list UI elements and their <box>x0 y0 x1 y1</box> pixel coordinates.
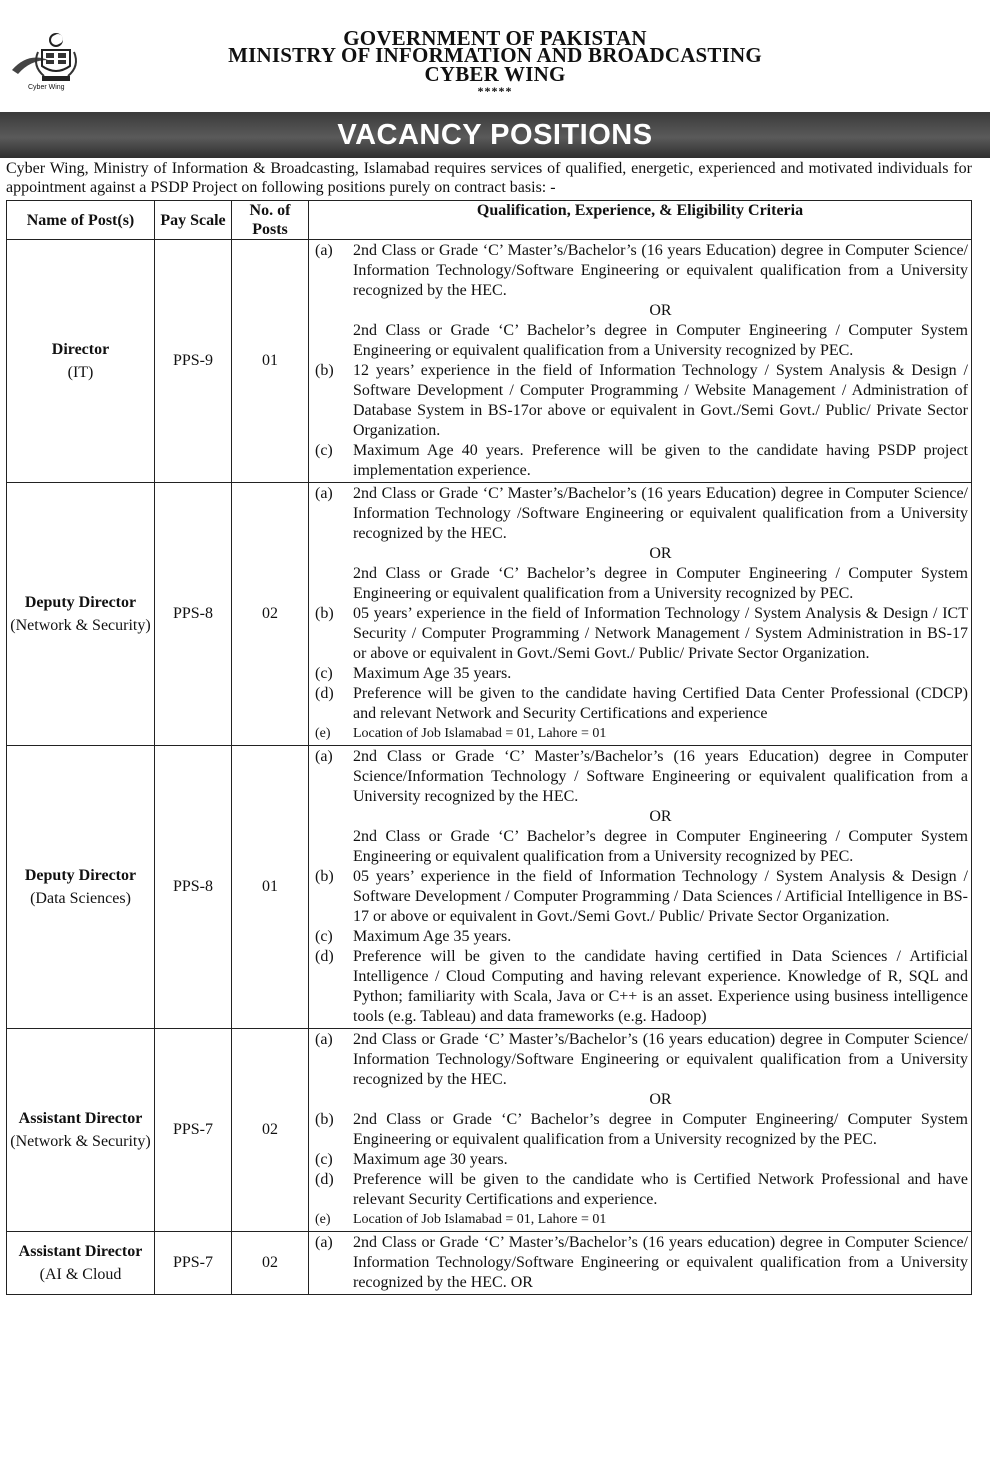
post-subtitle: (Network & Security) <box>10 617 151 634</box>
criteria-text: 2nd Class or Grade ‘C’ Master’s/Bachelor’s (16 years Education) degree in Computer Science/Information Technology / Software Engineering or equivalent qualification from a University recognized by the HEC. <box>353 748 968 805</box>
header-stars: ***** <box>477 84 513 98</box>
criteria-item <box>315 361 968 441</box>
criteria-item <box>315 1233 968 1293</box>
criteria-text-alternative: 2nd Class or Grade ‘C’ Bachelor’s degree in Computer Engineering / Computer System Engineering or equivalent qualification from a University recognized by PEC. <box>353 322 968 359</box>
criteria-text: Maximum age 30 years. <box>353 1151 508 1168</box>
criteria-text-block <box>353 684 968 724</box>
criteria-text: 2nd Class or Grade ‘C’ Master’s/Bachelor’s (16 years education) degree in Computer Science/ Information Technology/Software Engineering or equivalent qualification from a University recognized by the HEC. <box>353 1031 968 1088</box>
post-name <box>7 1232 155 1295</box>
post-name <box>7 746 155 1029</box>
post-subtitle: (IT) <box>67 364 94 381</box>
criteria-label: (c) <box>315 1151 333 1168</box>
criteria-text: 05 years’ experience in the field of Information Technology / System Analysis & Design / ICT Security / Computer Programming / Network Management / System Administration in BS-17 or above or equivalent in Govt./Semi Govt./ Public/ Private Sector Organization. <box>353 605 968 662</box>
criteria-text-block <box>353 1210 968 1230</box>
criteria-item <box>315 604 968 664</box>
criteria-text-block <box>353 1233 968 1293</box>
number-of-posts: 01 <box>232 746 309 1029</box>
criteria-label: (e) <box>315 1212 331 1227</box>
post-name <box>7 1029 155 1232</box>
criteria-item <box>315 927 968 947</box>
criteria-item <box>315 947 968 1027</box>
or-separator: OR <box>649 808 672 825</box>
criteria-label: (c) <box>315 928 333 945</box>
post-title: Director <box>51 341 110 358</box>
criteria-item <box>315 441 968 481</box>
criteria-cell <box>309 240 972 483</box>
criteria-label: (a) <box>315 1031 333 1048</box>
criteria-text-block <box>353 1150 968 1170</box>
post-subtitle: (AI & Cloud <box>39 1266 122 1283</box>
criteria-label: (a) <box>315 242 333 259</box>
criteria-text-block <box>353 1170 968 1210</box>
criteria-label: (b) <box>315 605 334 622</box>
number-of-posts: 02 <box>232 1232 309 1295</box>
post-subtitle: (Network & Security) <box>10 1133 151 1150</box>
header-name-of-post: Name of Post(s) <box>7 201 155 240</box>
post-title: Deputy Director <box>24 867 137 884</box>
criteria-item <box>315 724 968 744</box>
criteria-item <box>315 867 968 927</box>
post-title: Deputy Director <box>24 594 137 611</box>
criteria-item <box>315 484 968 604</box>
criteria-text: Location of Job Islamabad = 01, Lahore = 01 <box>353 726 607 741</box>
criteria-text-block <box>353 747 968 867</box>
pay-scale: PPS-8 <box>155 746 232 1029</box>
table-row <box>7 746 972 1029</box>
document-header <box>0 0 990 112</box>
criteria-label: (b) <box>315 868 334 885</box>
criteria-text-alternative: 2nd Class or Grade ‘C’ Bachelor’s degree in Computer Engineering / Computer System Engineering or equivalent qualification from a University recognized by PEC. <box>353 565 968 602</box>
header-line-wing: CYBER WING <box>424 62 566 86</box>
criteria-text-block <box>353 484 968 604</box>
criteria-text-block <box>353 867 968 927</box>
table-row <box>7 1029 972 1232</box>
pay-scale: PPS-8 <box>155 483 232 746</box>
number-of-posts: 02 <box>232 1029 309 1232</box>
criteria-label: (a) <box>315 748 333 765</box>
criteria-text-block <box>353 927 968 947</box>
vacancy-table <box>6 200 972 1295</box>
criteria-text: 12 years’ experience in the field of Information Technology / System Analysis & Design / Software Development / Computer Programming / Website Management / Administration of Database System in BS-17or above or equivalent in Govt./Semi Govt./ Public/ Private Sector Organization. <box>353 362 968 439</box>
post-subtitle: (Data Sciences) <box>30 890 131 907</box>
criteria-text-block <box>353 441 968 481</box>
criteria-text: Preference will be given to the candidate who is Certified Network Professional and have relevant Security Certifications and experience. <box>353 1171 968 1208</box>
post-title: Assistant Director <box>18 1243 143 1260</box>
logo-caption: Cyber Wing <box>28 84 65 91</box>
criteria-label: (d) <box>315 1171 334 1188</box>
criteria-text-block <box>353 1110 968 1150</box>
pay-scale: PPS-9 <box>155 240 232 483</box>
header-line-ministry: MINISTRY OF INFORMATION AND BROADCASTING <box>228 43 762 67</box>
or-separator: OR <box>649 1091 672 1108</box>
criteria-text: Location of Job Islamabad = 01, Lahore = 01 <box>353 1212 607 1227</box>
criteria-label: (a) <box>315 485 333 502</box>
criteria-text: Maximum Age 35 years. <box>353 928 512 945</box>
criteria-label: (b) <box>315 1111 334 1128</box>
criteria-item <box>315 1030 968 1110</box>
vacancy-banner: VACANCY POSITIONS <box>0 112 990 158</box>
or-separator: OR <box>649 545 672 562</box>
pay-scale: PPS-7 <box>155 1029 232 1232</box>
criteria-label: (b) <box>315 362 334 379</box>
criteria-text: Preference will be given to the candidate having Certified Data Center Professional (CDCP) and relevant Network and Security Certifications and experience <box>353 685 968 722</box>
criteria-item <box>315 664 968 684</box>
criteria-text: 2nd Class or Grade ‘C’ Bachelor’s degree in Computer Engineering/ Computer System Engineering or equivalent qualification from a University recognized by the PEC. <box>353 1111 968 1148</box>
table-row <box>7 240 972 483</box>
criteria-item <box>315 1150 968 1170</box>
criteria-label: (e) <box>315 726 331 741</box>
criteria-text: Maximum Age 40 years. Preference will be given to the candidate having PSDP project implementation experience. <box>353 442 968 479</box>
criteria-text-block <box>353 724 968 744</box>
criteria-text: 2nd Class or Grade ‘C’ Master’s/Bachelor’s (16 years Education) degree in Computer Science/ Information Technology /Software Engineering or equivalent qualification from a University recognized by the HEC. <box>353 485 968 542</box>
criteria-text-block <box>353 361 968 441</box>
header-line-government: GOVERNMENT OF PAKISTAN <box>343 26 647 50</box>
criteria-label: (c) <box>315 665 333 682</box>
criteria-item <box>315 1110 968 1150</box>
criteria-cell <box>309 1232 972 1295</box>
criteria-text-block <box>353 947 968 1027</box>
criteria-cell <box>309 746 972 1029</box>
criteria-label: (d) <box>315 685 334 702</box>
criteria-text-block <box>353 241 968 361</box>
criteria-text-block <box>353 604 968 664</box>
criteria-item <box>315 1170 968 1210</box>
post-name <box>7 240 155 483</box>
criteria-label: (a) <box>315 1234 333 1251</box>
criteria-text: 05 years’ experience in the field of Information Technology / System Analysis & Design / Software Development / Computer Programming / Data Sciences / Artificial Intelligence in BS-17 or above or equivalent in Govt./Semi Govt./ Public/ Private Sector Organization. <box>353 868 968 925</box>
criteria-item <box>315 1210 968 1230</box>
criteria-text-block <box>353 1030 968 1110</box>
criteria-text-alternative: 2nd Class or Grade ‘C’ Bachelor’s degree in Computer Engineering / Computer System Engineering or equivalent qualification from a University recognized by PEC. <box>353 828 968 865</box>
header-no-of-posts: No. of Posts <box>232 201 309 240</box>
criteria-text: 2nd Class or Grade ‘C’ Master’s/Bachelor’s (16 years education) degree in Computer Science/ Information Technology/Software Engineering or equivalent qualification from a University recognized by the HEC. OR <box>353 1234 968 1291</box>
criteria-item <box>315 684 968 724</box>
or-separator: OR <box>649 302 672 319</box>
header-pay-scale: Pay Scale <box>155 201 232 240</box>
criteria-cell <box>309 483 972 746</box>
criteria-text: Maximum Age 35 years. <box>353 665 512 682</box>
number-of-posts: 01 <box>232 240 309 483</box>
criteria-text: 2nd Class or Grade ‘C’ Master’s/Bachelor’s (16 years Education) degree in Computer Science/ Information Technology/Software Engineering or equivalent qualification from a University recognized by the HEC. <box>353 242 968 299</box>
post-title: Assistant Director <box>18 1110 143 1127</box>
criteria-text: Preference will be given to the candidate having certified in Data Sciences / Artificial Intelligence / Cloud Computing and having relevant experience. Knowledge of R, SQL and Python; familiarity with Scala, Java or C++ is an asset. Experience using business intelligence tools (e.g. Tableau) and data frameworks (e.g. Hadoop) <box>353 948 968 1025</box>
post-name <box>7 483 155 746</box>
criteria-label: (c) <box>315 442 333 459</box>
criteria-text-block <box>353 664 968 684</box>
criteria-label: (d) <box>315 948 334 965</box>
criteria-item <box>315 241 968 361</box>
header-criteria: Qualification, Experience, & Eligibility Criteria <box>309 201 972 240</box>
table-row <box>7 483 972 746</box>
criteria-item <box>315 747 968 867</box>
table-header-row <box>7 201 972 240</box>
table-row <box>7 1232 972 1295</box>
pay-scale: PPS-7 <box>155 1232 232 1295</box>
criteria-cell <box>309 1029 972 1232</box>
intro-paragraph: Cyber Wing, Ministry of Information & Broadcasting, Islamabad requires services of qualified, energetic, experienced and motivated individuals for appointment against a PSDP Project on following positions purely on contract basis: - <box>6 160 972 196</box>
number-of-posts: 02 <box>232 483 309 746</box>
